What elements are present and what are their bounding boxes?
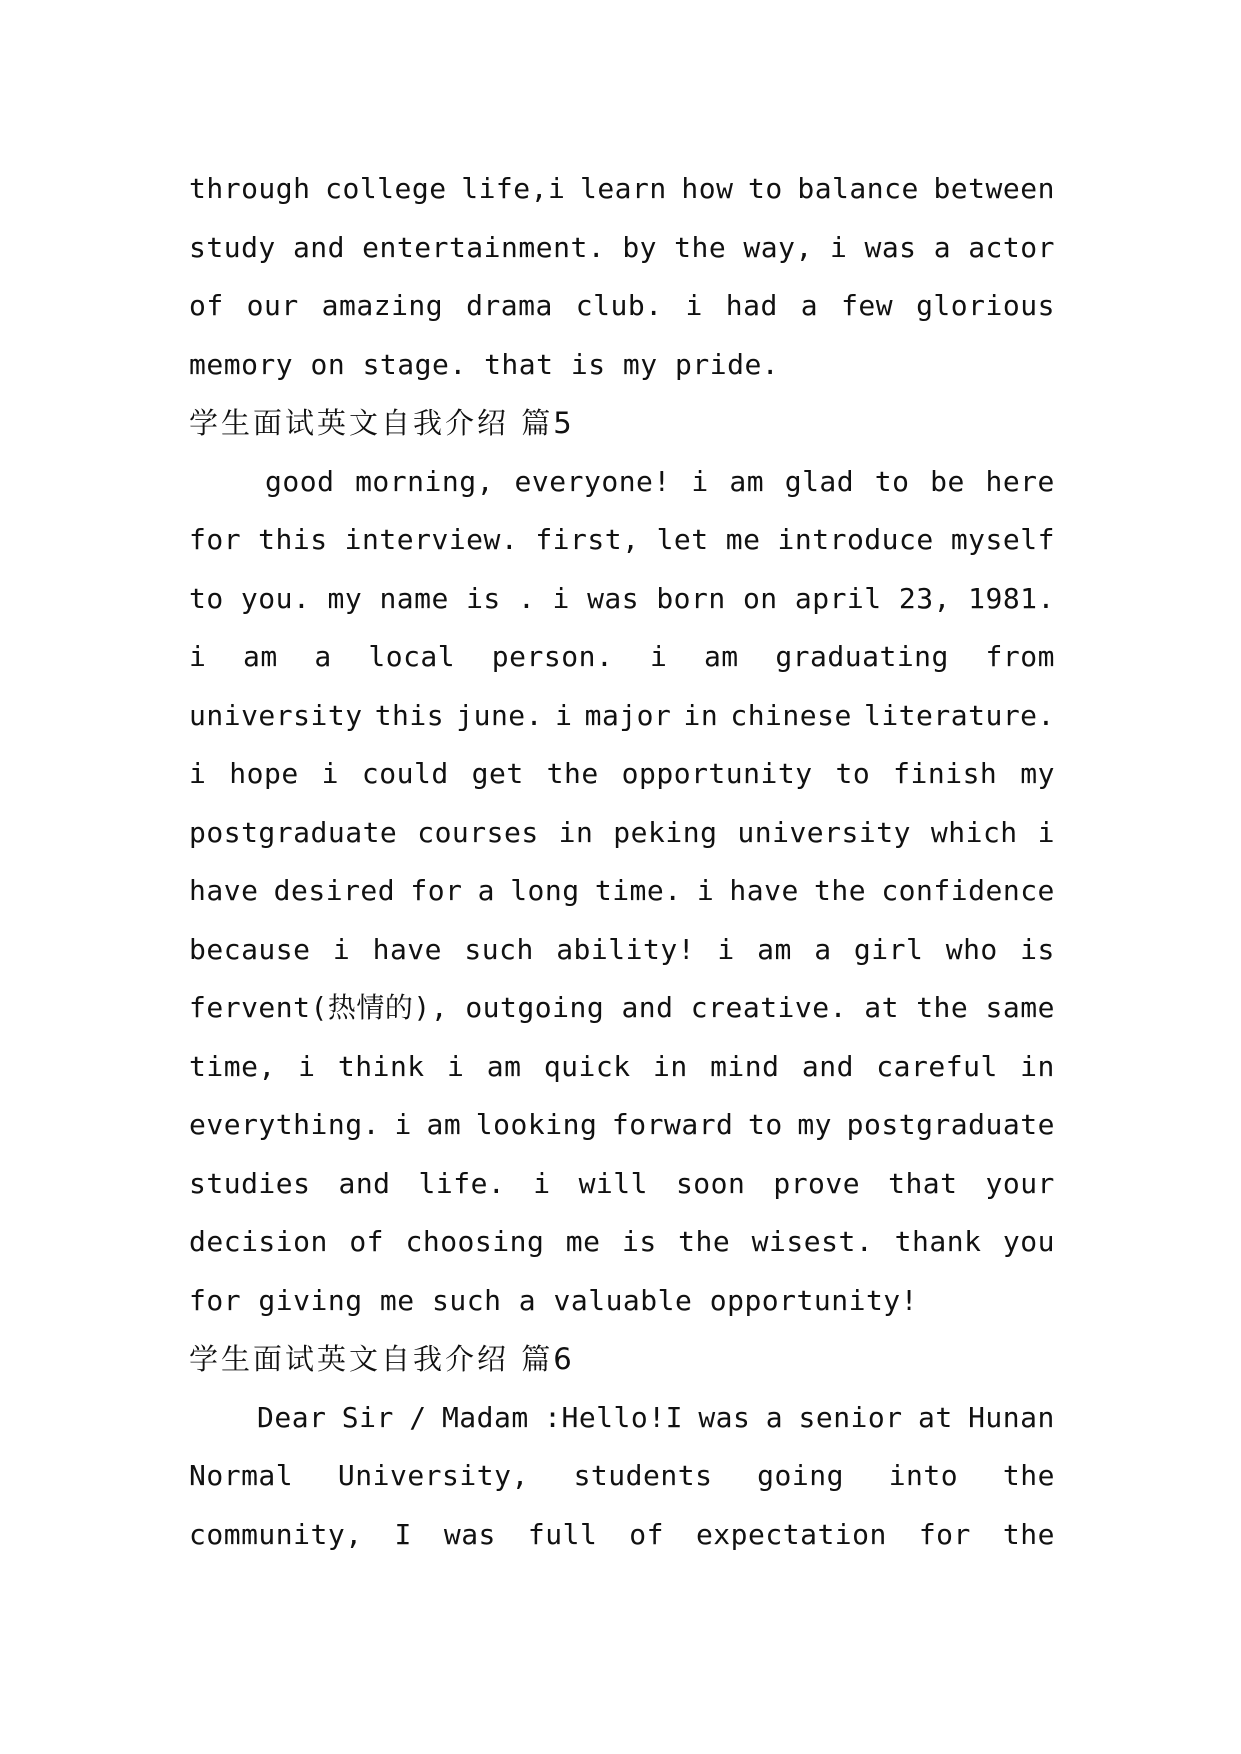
text-line (189, 862, 1055, 921)
word: same (985, 991, 1055, 1024)
word: i (696, 874, 715, 907)
word: myself (950, 523, 1055, 556)
word: me (565, 1225, 601, 1258)
word: i (552, 581, 570, 615)
word: time, (189, 1049, 276, 1083)
word: and (801, 1049, 854, 1083)
text-line (189, 745, 1055, 804)
word: choosing (405, 1225, 545, 1258)
section-5-heading: 学生面试英文自我介绍 篇5 (189, 406, 575, 440)
word: actor (968, 230, 1055, 264)
word: am (757, 932, 792, 966)
word: decision (189, 1225, 328, 1258)
word: introduce (777, 523, 934, 556)
document-page (189, 160, 1055, 1564)
word: from (985, 640, 1055, 673)
word: creative. (690, 991, 847, 1024)
word: by (622, 230, 658, 264)
word: of (189, 289, 224, 322)
word: a (933, 230, 952, 264)
text-line (189, 628, 1055, 687)
text-line (189, 979, 1055, 1038)
word: amazing (321, 289, 444, 322)
word: Sir (341, 1400, 394, 1434)
word: have (372, 932, 443, 966)
word: for (918, 1517, 971, 1551)
word: Dear (257, 1400, 327, 1434)
word: senior (798, 1400, 903, 1434)
word: is (621, 1225, 657, 1258)
word: girl (853, 932, 924, 966)
word: everyone! (514, 464, 671, 498)
text-line (189, 160, 1055, 219)
word: the (814, 874, 867, 907)
word: entertainment. (362, 230, 606, 264)
word: of (349, 1225, 385, 1258)
word: i (533, 1166, 551, 1200)
text-line (189, 1389, 1055, 1448)
word: university (737, 815, 911, 849)
word: college (325, 172, 447, 205)
word: expectation (695, 1517, 887, 1551)
word: be (930, 464, 965, 498)
word: soon (675, 1166, 746, 1200)
word: major (584, 698, 672, 732)
word: because (189, 932, 311, 966)
word: had (725, 289, 778, 322)
text-line (189, 1038, 1055, 1097)
word: was (864, 230, 917, 264)
word: studies (189, 1166, 311, 1200)
word: through (189, 172, 311, 205)
word: your (985, 1166, 1055, 1200)
word: 23, (898, 581, 951, 615)
word: a (314, 640, 332, 673)
word: hope (229, 757, 299, 790)
intro-paragraph (189, 160, 1055, 394)
word: 1981. (968, 581, 1055, 615)
word: who (945, 932, 998, 966)
word: you. (240, 581, 311, 615)
word: to (189, 581, 224, 615)
word: i (394, 1108, 412, 1141)
word: my (797, 1108, 833, 1141)
word: first, (535, 523, 640, 556)
word: the (916, 991, 969, 1024)
word: few (841, 289, 894, 322)
section-5-paragraph (189, 453, 1055, 1331)
word: was (698, 1400, 751, 1434)
word: chinese (730, 698, 852, 732)
word: is (1020, 932, 1055, 966)
text-line (189, 1213, 1055, 1272)
word: . (517, 581, 536, 615)
text-line (189, 511, 1055, 570)
word: i (829, 230, 848, 264)
word: have (729, 874, 799, 907)
word: club. (575, 289, 663, 322)
text-line (189, 1447, 1055, 1506)
word: outgoing (465, 991, 605, 1024)
word: postgraduate (189, 815, 398, 849)
word: at (918, 1400, 953, 1434)
word: finish (893, 757, 998, 790)
word: april (794, 581, 882, 615)
word: my (1020, 757, 1055, 790)
word: in (683, 698, 719, 732)
word: Madam (441, 1400, 529, 1434)
text-line (189, 453, 1055, 512)
word: thank (894, 1225, 982, 1258)
word: in (558, 815, 594, 849)
word: postgraduate (846, 1108, 1055, 1141)
word: i (1037, 815, 1055, 849)
word: was (587, 581, 640, 615)
word: learn (579, 172, 667, 205)
text-line (189, 570, 1055, 629)
word: i (189, 757, 207, 790)
word: i (189, 640, 207, 673)
word: for (189, 523, 242, 556)
word: into (888, 1459, 959, 1492)
word: glorious (916, 289, 1055, 322)
word: i (691, 464, 709, 498)
word: the (674, 230, 727, 264)
word: fervent(热情的), (189, 991, 449, 1024)
word: desired (273, 874, 396, 907)
word: full (527, 1517, 598, 1551)
word: to (835, 757, 871, 790)
word: such (464, 932, 534, 966)
section-6-paragraph (189, 1389, 1055, 1565)
word: :Hello!I (544, 1400, 683, 1434)
word: could (361, 757, 449, 790)
word: prove (773, 1166, 861, 1200)
word: university (189, 698, 363, 732)
word: get (471, 757, 524, 790)
word: interview. (344, 523, 519, 556)
text-line (189, 277, 1055, 336)
word: me (725, 523, 761, 556)
word: to (748, 1108, 783, 1141)
word: courses (417, 815, 539, 849)
word: life. (418, 1166, 506, 1200)
word: i (332, 932, 351, 966)
word: in (652, 1049, 688, 1083)
word: june. (456, 698, 544, 732)
word: I (394, 1517, 412, 1551)
text-line (189, 1096, 1055, 1155)
word: think (337, 1049, 425, 1083)
word: will (578, 1166, 648, 1200)
word: person. (491, 640, 614, 673)
text-line (189, 1155, 1055, 1214)
word: the (1002, 1459, 1055, 1492)
word: i (447, 1049, 465, 1083)
word: Normal (189, 1459, 294, 1492)
word: Hunan (968, 1400, 1055, 1434)
word: balance (797, 172, 919, 205)
word: way, (743, 230, 813, 264)
word: study (189, 230, 276, 264)
word: the (1002, 1517, 1055, 1551)
word: University, (337, 1459, 529, 1492)
word: wisest. (751, 1225, 874, 1258)
word: was (443, 1517, 496, 1551)
word: am (243, 640, 278, 673)
word: a (477, 874, 495, 907)
word: looking (475, 1108, 598, 1141)
text-line: for giving me such a valuable opportunity! (189, 1283, 919, 1317)
word: good (265, 464, 335, 498)
word: ability! (556, 932, 696, 966)
word: community, (189, 1517, 363, 1551)
word: quick (543, 1049, 631, 1083)
word: i (298, 1049, 316, 1083)
word: and (621, 991, 674, 1024)
word: am (486, 1049, 522, 1083)
word: life,i (461, 172, 566, 205)
word: at (864, 991, 899, 1024)
word: for (410, 874, 463, 907)
word: and (292, 230, 346, 264)
word: of (629, 1517, 664, 1551)
word: literature. (863, 698, 1055, 732)
word: a (800, 289, 819, 322)
word: careful (876, 1049, 998, 1083)
word: glad (784, 464, 855, 498)
word: on (742, 581, 778, 615)
word: everything. (189, 1108, 380, 1141)
word: that (888, 1166, 958, 1200)
word: born (656, 581, 726, 615)
word: morning, (355, 464, 494, 498)
word: here (985, 464, 1055, 498)
text-line (189, 687, 1055, 746)
section-6-heading: 学生面试英文自我介绍 篇6 (189, 1342, 575, 1376)
word: i (685, 289, 703, 322)
word: local (368, 640, 456, 673)
word: which (930, 815, 1018, 849)
word: and (338, 1166, 391, 1200)
word: my (327, 581, 363, 615)
word: this (258, 523, 328, 556)
word: time. (594, 874, 682, 907)
word: am (729, 464, 765, 498)
word: students (573, 1459, 713, 1492)
word: confidence (881, 874, 1055, 907)
word: i (649, 640, 668, 673)
text-line (189, 1506, 1055, 1565)
text-line (189, 219, 1055, 278)
word: is (466, 581, 501, 615)
word: going (757, 1459, 844, 1492)
word: i (555, 698, 573, 732)
word: i (717, 932, 735, 966)
word: you (1002, 1225, 1055, 1258)
word: am (703, 640, 739, 673)
word: this (374, 698, 445, 732)
word: opportunity (621, 757, 813, 790)
word: our (246, 289, 299, 322)
text-line (189, 921, 1055, 980)
word: to (748, 172, 783, 205)
word: drama (466, 289, 553, 322)
word: am (426, 1108, 462, 1141)
word: to (874, 464, 910, 498)
word: i (321, 757, 339, 790)
word: forward (611, 1108, 734, 1141)
word: have (189, 874, 259, 907)
word: let (656, 523, 709, 556)
word: in (1020, 1049, 1055, 1083)
text-line (189, 804, 1055, 863)
word: / (409, 1400, 427, 1434)
word: a (814, 932, 832, 966)
text-line: memory on stage. that is my pride. (189, 347, 780, 381)
word: peking (613, 815, 718, 849)
word: how (681, 172, 734, 205)
word: name (379, 581, 449, 615)
word: mind (710, 1049, 780, 1083)
word: the (678, 1225, 731, 1258)
word: graduating (775, 640, 949, 673)
word: between (933, 172, 1055, 205)
word: the (546, 757, 599, 790)
word: a (765, 1400, 784, 1434)
word: long (510, 874, 580, 907)
